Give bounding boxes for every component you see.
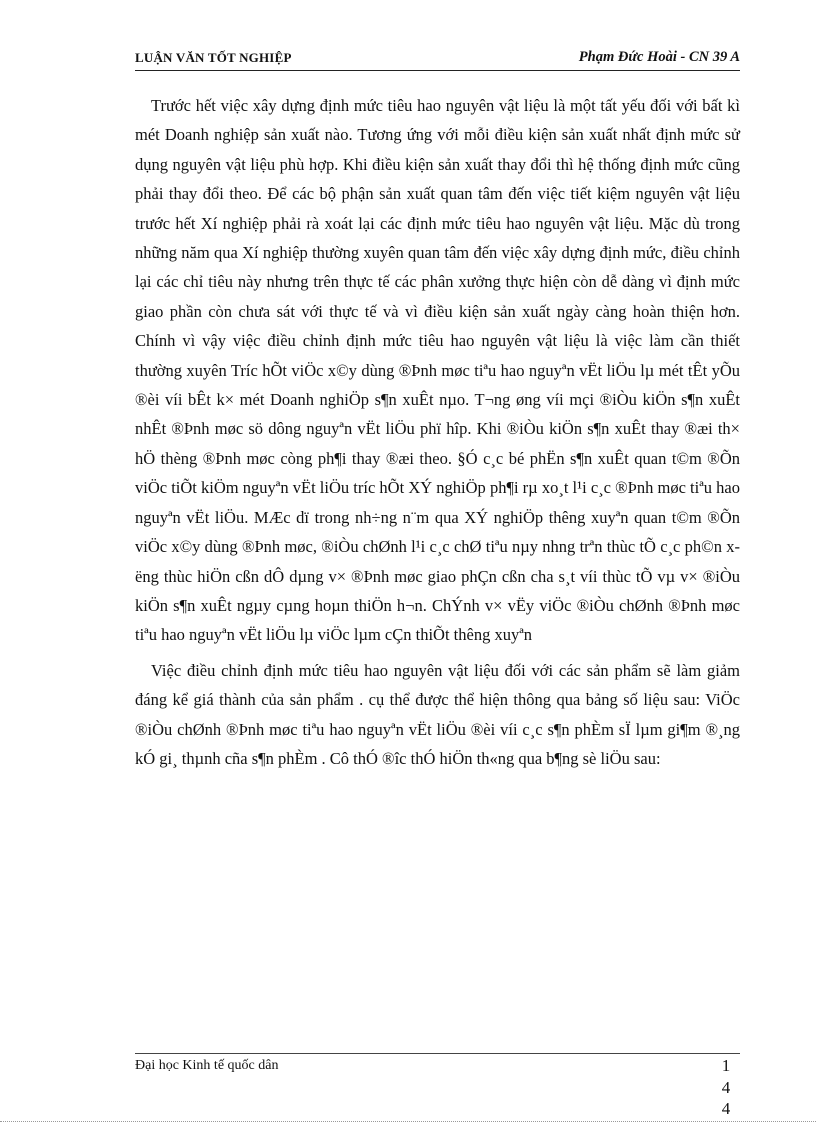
- body-text: [135, 91, 740, 773]
- paragraph-2: Việc điều chỉnh định mức tiêu hao nguyên vật liệu đối với các sản phẩm sẽ làm giảm đáng kể giá thành của sản phẩm . cụ thể được thể hiện thông qua bảng số liệu sau: ViÖc ®iÒu chØnh ®Þnh møc tiªu hao nguyªn vËt liÖu ®èi víi c¸c s¶n phÈm sÏ lµm gi¶m ®¸ng kÓ gi¸ thµnh cña s¶n phÈm . Cô thÓ ®îc thÓ hiÖn th«ng qua b¶ng sè liÖu sau:: [135, 660, 740, 768]
- paragraph-1: Trước hết việc xây dựng định mức tiêu hao nguyên vật liệu là một tất yếu đối với bất kì mét Doanh nghiệp sản xuất nào. Tương ứng với mỗi điều kiện sản xuất nhất định mức sử dụng nguyên vật liệu phù hợp. Khi điều kiện sản xuất thay đổi thì hệ thống định mức cũng phải thay đổi theo. Để các bộ phận sản xuất quan tâm đến việc tiết kiệm nguyên vật liệu trước hết Xí nghiệp phải rà xoát lại các định mức tiêu hao nguyên vật liệu. Mặc dù trong những năm qua Xí nghiệp thường xuyên quan tâm đến việc xây dựng định mức, điều chỉnh lại các chỉ tiêu này nhưng trên thực tế các phân xưởng thực hiện còn dễ dàng vì định mức giao phần còn chưa sát với thực tế và vì điều kiện sản xuất ngày càng hoàn thiện hơn. Chính vì vậy việc điều chỉnh định mức tiêu hao nguyên vật liệu là việc làm cần thiết thường xuyên Tríc hÕt viÖc x©y dùng ®Þnh møc tiªu hao nguyªn vËt liÖu lµ mét tÊt yÕu ®èi víi bÊt k× mét Doanh nghiÖp s¶n xuÊt nµo. T¬ng øng víi mçi ®iÒu kiÖn s¶n xuÊt nhÊt ®Þnh møc sö dông nguyªn vËt liÖu phï hîp. Khi ®iÒu kiÖn s¶n xuÊt thay ®æi th× hÖ thèng ®Þnh møc còng ph¶i thay ®æi theo. §Ó c¸c bé phËn s¶n xuÊt quan t©m ®Õn viÖc tiÕt kiÖm nguyªn vËt liÖu tríc hÕt XÝ nghiÖp ph¶i rµ xo¸t l¹i c¸c ®Þnh møc tiªu hao nguyªn vËt liÖu. MÆc dï trong nh÷ng n¨m qua XÝ nghiÖp thêng xuyªn quan t©m ®Õn viÖc x©y dùng ®Þnh møc, ®iÒu chØnh l¹i c¸c chØ tiªu nµy nhng trªn thùc tÕ c¸c ph©n xëng thùc hiÖn cßn dÔ dµng v× ®Þnh møc giao phÇn cßn cha s¸t víi thùc tÕ vµ v× ®iÒu kiÖn s¶n xuÊt ngµy cµng hoµn thiÖn h¬n. ChÝnh v× vËy viÖc ®iÒu chØnh ®Þnh møc tiªu hao nguyªn vËt liÖu lµ viÖc lµm cÇn thiÕt thêng xuyªn: [135, 96, 740, 645]
- footer-divider: [135, 1053, 740, 1054]
- thesis-label: LUẬN VĂN TỐT NGHIỆP: [135, 50, 292, 65]
- page-digit: 4: [721, 1099, 731, 1118]
- university-label: Đại học Kinh tế quốc dân: [135, 1058, 279, 1073]
- page-digit: 1: [721, 1056, 731, 1075]
- page-edge-divider: [0, 1121, 816, 1122]
- page-digit: 4: [721, 1077, 731, 1097]
- page-number: [718, 1055, 734, 1120]
- page-header: [135, 50, 740, 71]
- author-label: Phạm Đức Hoài - CN 39 A: [578, 49, 740, 65]
